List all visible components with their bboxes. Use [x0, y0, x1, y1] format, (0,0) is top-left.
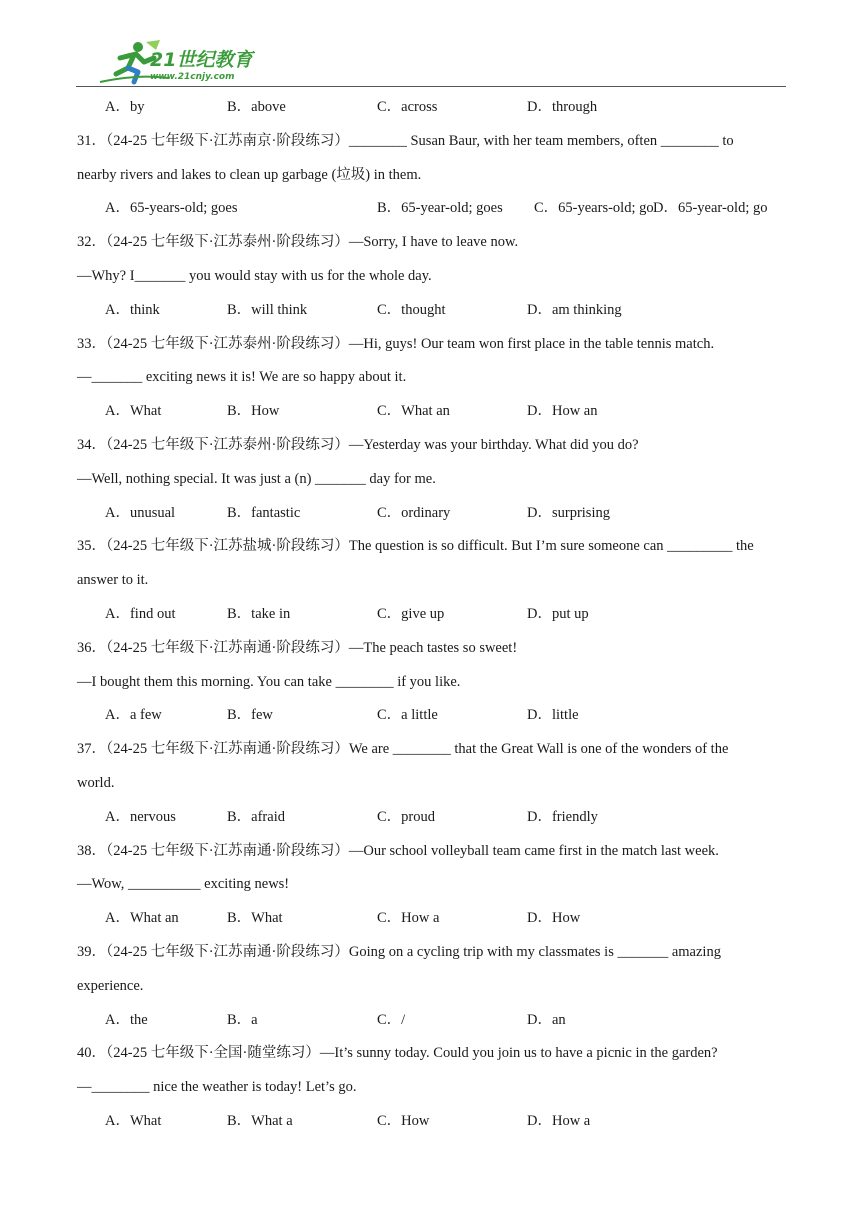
option-b[interactable]: B．What: [227, 910, 283, 927]
answer-options: [77, 902, 787, 936]
option-b[interactable]: B．a: [227, 1011, 258, 1028]
question-text-line: —Well, nothing special. It was just a (n) _______ day for me.: [77, 470, 436, 487]
option-a[interactable]: A．by: [105, 99, 145, 115]
option-b[interactable]: B．65-year-old; goes: [377, 200, 503, 217]
question-list: [77, 91, 787, 1139]
option-d[interactable]: D．65-year-old; go: [653, 200, 768, 217]
question-text-line: 36．（24-25 七年级下·江苏南通·阶段练习）—The peach tastes so sweet!: [77, 639, 518, 656]
option-c[interactable]: C．a little: [377, 707, 438, 724]
option-a[interactable]: A．a few: [105, 707, 162, 724]
option-d[interactable]: D．am thinking: [527, 301, 622, 318]
option-c[interactable]: C．How: [377, 1112, 430, 1129]
answer-options: [77, 699, 787, 733]
option-d[interactable]: D．How a: [527, 1112, 591, 1129]
question-text-line: 38．（24-25 七年级下·江苏南通·阶段练习）—Our school volleyball team came first in the match last week.: [77, 842, 719, 859]
answer-options: [77, 598, 787, 632]
option-d[interactable]: D．through: [527, 99, 598, 115]
option-c[interactable]: C．65-years-old; go: [534, 200, 654, 217]
option-d[interactable]: D．put up: [527, 605, 589, 622]
answer-options: [77, 1105, 787, 1139]
header-divider: [76, 86, 786, 87]
question-text-line: —________ nice the weather is today! Let’s go.: [77, 1079, 357, 1096]
question-text-line: experience.: [77, 977, 144, 994]
option-a[interactable]: A．nervous: [105, 808, 176, 825]
question-text-line: —Why? I_______ you would stay with us for the whole day.: [77, 267, 432, 284]
logo: [98, 38, 268, 86]
option-b[interactable]: B．take in: [227, 605, 291, 622]
option-c[interactable]: C．/: [377, 1011, 406, 1028]
question-text-line: —Wow, __________ exciting news!: [77, 876, 290, 893]
option-d[interactable]: D．an: [527, 1011, 566, 1028]
logo-title: 21世纪教育: [150, 49, 253, 71]
question-text-line: —I bought them this morning. You can take ________ if you like.: [77, 673, 461, 690]
option-a[interactable]: A．What: [105, 403, 162, 420]
option-d[interactable]: D．How: [527, 910, 581, 927]
question-text-line: 33．（24-25 七年级下·江苏泰州·阶段练习）—Hi, guys! Our team won first place in the table tennis match.: [77, 335, 715, 352]
question-text-line: world.: [77, 774, 115, 791]
option-b[interactable]: B．How: [227, 403, 280, 420]
option-a[interactable]: A．find out: [105, 605, 176, 622]
answer-options: [77, 497, 787, 531]
option-c[interactable]: C．give up: [377, 605, 445, 622]
option-d[interactable]: D．How an: [527, 403, 598, 420]
option-a[interactable]: A．What: [105, 1112, 162, 1129]
question-text-line: 35．（24-25 七年级下·江苏盐城·阶段练习）The question is so difficult. But I’m sure someone can _________ the: [77, 538, 754, 555]
question-text-line: 31．（24-25 七年级下·江苏南京·阶段练习）________ Susan Baur, with her team members, often ________ to: [77, 132, 734, 149]
option-c[interactable]: C．How a: [377, 910, 440, 927]
answer-options: [77, 1004, 787, 1038]
question-text-line: 40．（24-25 七年级下·全国·随堂练习）—It’s sunny today. Could you join us to have a picnic in the garden?: [77, 1045, 718, 1062]
option-d[interactable]: D．surprising: [527, 504, 610, 521]
option-a[interactable]: A．think: [105, 301, 160, 318]
option-c[interactable]: C．ordinary: [377, 504, 451, 521]
option-b[interactable]: B．What a: [227, 1112, 293, 1129]
answer-options: [77, 192, 787, 226]
question-text-line: —_______ exciting news it is! We are so happy about it.: [77, 369, 407, 386]
answer-options: [77, 801, 787, 835]
option-b[interactable]: B．afraid: [227, 808, 285, 825]
option-b[interactable]: B．will think: [227, 301, 308, 318]
answer-options: [77, 395, 787, 429]
question-text-line: 34．（24-25 七年级下·江苏泰州·阶段练习）—Yesterday was your birthday. What did you do?: [77, 436, 639, 453]
option-c[interactable]: C．thought: [377, 301, 446, 318]
option-a[interactable]: A．unusual: [105, 504, 176, 521]
option-b[interactable]: B．few: [227, 707, 273, 724]
runner-logo-icon: [98, 38, 268, 86]
option-c[interactable]: C．proud: [377, 808, 435, 825]
page-header: [0, 0, 860, 90]
option-a[interactable]: A．65-years-old; goes: [105, 200, 238, 217]
logo-url: www.21cnjy.com: [150, 72, 235, 82]
option-c[interactable]: C．across: [377, 99, 438, 115]
answer-options: [77, 91, 787, 125]
option-d[interactable]: D．little: [527, 707, 579, 724]
option-a[interactable]: A．What an: [105, 910, 179, 927]
option-c[interactable]: C．What an: [377, 403, 450, 420]
answer-options: [77, 294, 787, 328]
option-b[interactable]: B．fantastic: [227, 504, 301, 521]
question-text-line: 39．（24-25 七年级下·江苏南通·阶段练习）Going on a cycling trip with my classmates is _______ amazing: [77, 943, 721, 960]
option-d[interactable]: D．friendly: [527, 808, 598, 825]
option-a[interactable]: A．the: [105, 1011, 148, 1028]
option-b[interactable]: B．above: [227, 99, 286, 115]
question-text-line: 32．（24-25 七年级下·江苏泰州·阶段练习）—Sorry, I have to leave now.: [77, 234, 519, 251]
question-text-line: answer to it.: [77, 572, 149, 589]
question-text-line: nearby rivers and lakes to clean up garbage (垃圾) in them.: [77, 166, 422, 183]
question-text-line: 37．（24-25 七年级下·江苏南通·阶段练习）We are ________ that the Great Wall is one of the wonders of the: [77, 741, 729, 758]
